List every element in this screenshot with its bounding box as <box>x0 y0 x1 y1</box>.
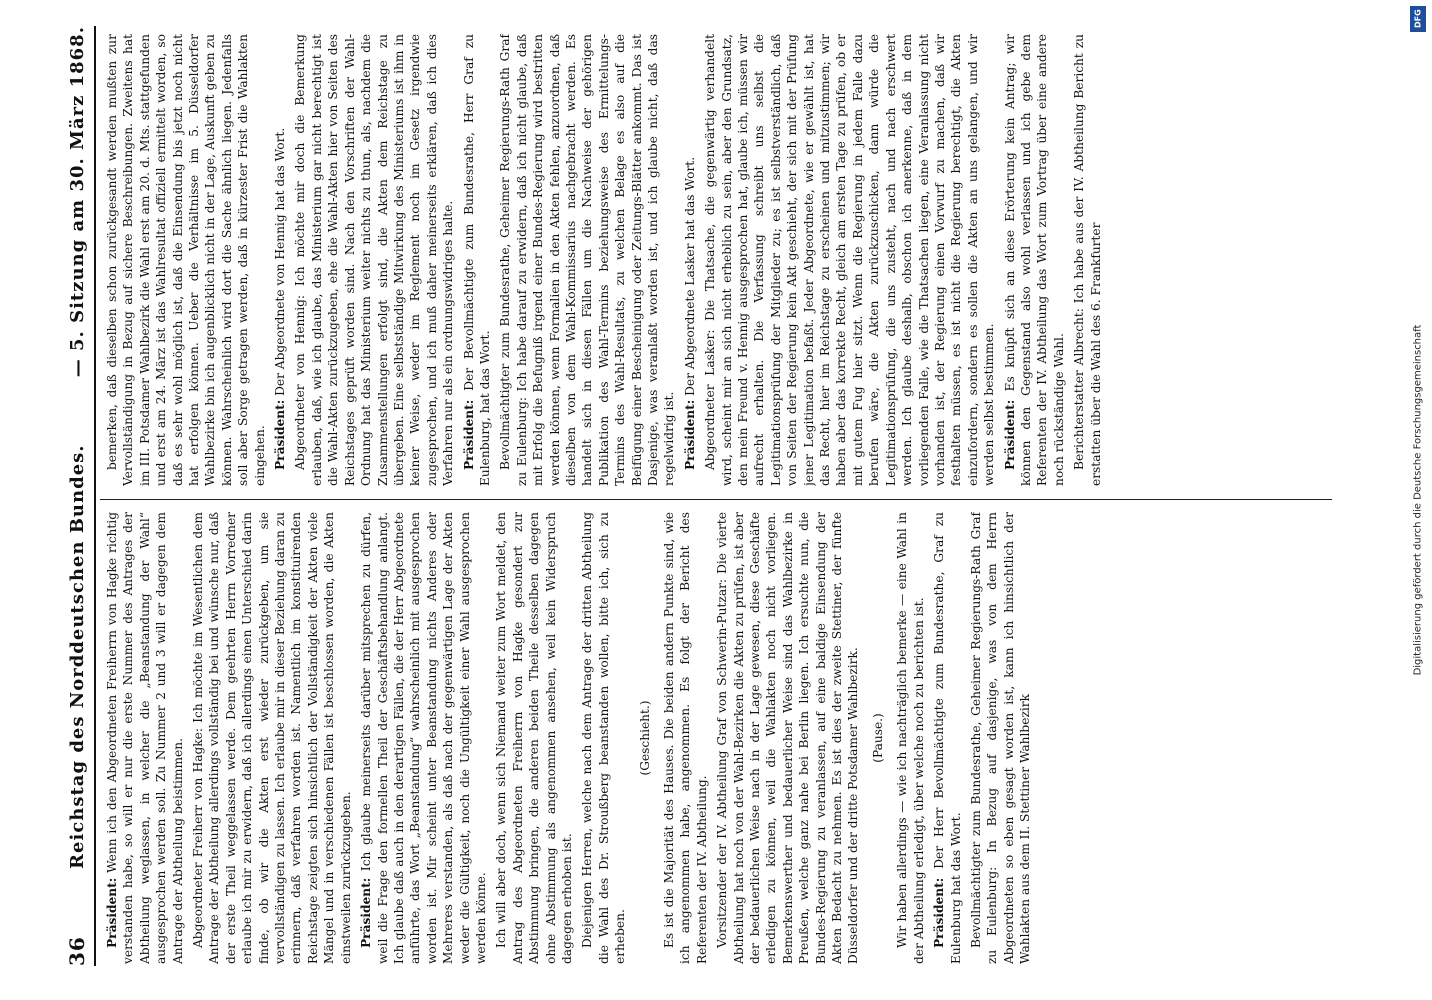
digitization-credit <box>1406 0 1430 1000</box>
speaker-label: Präsident: <box>461 399 476 470</box>
speaker-label: Präsident: <box>1002 399 1017 470</box>
paragraph-text: Der Abgeordnete von Hennig hat das Wort. <box>273 127 288 396</box>
speaker-label: Präsident: <box>359 877 374 948</box>
right-column <box>104 34 1317 486</box>
paragraph-text: (Geschieht.) <box>637 700 652 776</box>
speaker-label: Präsident: <box>932 877 947 948</box>
left-column <box>104 512 1317 964</box>
paragraph <box>661 512 710 964</box>
column-divider <box>100 499 1332 500</box>
speaker-label: Präsident: <box>105 877 119 948</box>
paragraph <box>190 512 354 964</box>
paragraph-text: Ich will aber doch, wenn sich Niemand weiter zum Wort meldet, den Antrag des Abgeordneten Freiherrn von Hagke gesondert zur Abstimmung bringen, die anderen beiden Theile desselben dagegen ohne Abstimmung als angenommen ansehen, weil kein Widerspruch dagegen erhoben ist. <box>494 512 574 964</box>
paragraph-text: Abgeordneter Lasker: Die Thatsache, die gegenwärtig verhandelt wird, scheint mir an sich nicht erheblich zu sein, aber den Grundsatz, den mein Freund v. Hennig ausgesprochen hat, glaube ich, müssen wir aufrecht erhalten. Die Verfassung schreibt uns selbst die Legitimationsprüfung der Mitglieder zu; es ist selbstverständlich, daß von Seiten der Regierung kein Akt geschieht, der sich mit der Prüfung jener Legitimation befaßt. Jeder Abgeordnete, wie er gewählt ist, hat das Recht, hier im Reichstage zu erscheinen und mitzustimmen; wir haben aber das korrekte Recht, gleich am ersten Tage zu prüfen, ob er mit gutem Fug hier sitzt. Wenn die Regierung in jedem Falle dazu berufen wäre, die Akten zurückzuschicken, dann würde die Legitimationsprüfung, die uns zusteht, nach und nach erschwert werden. Ich glaube deshalb, obschon ich anerkenne, daß in dem vorliegenden Falle, wie die Thatsachen liegen, eine Veranlassung nicht vorhanden ist, der Regierung einen Vorwurf zu machen, daß wir festhalten müssen, es ist nicht die Regierung berechtigt, die Akten einzufordern, sondern es sollen die Akten an uns gelangen, und wir werden selbst bestimmen. <box>703 34 997 486</box>
publication-title: Reichstag des Norddeutschen Bundes. <box>66 444 88 869</box>
paragraph <box>579 512 628 964</box>
paragraph-text: Wir haben allerdings — wie ich nachträglich bemerke — eine Wahl in der Abtheilung erledigt, über welche noch zu berichten ist. <box>895 512 926 964</box>
paragraph-text: Es knüpft sich an diese Erörterung kein Antrag; wir können den Gegenstand also wohl verlassen und ich gebe dem Referenten der IV. Abtheilung das Wort zum Vortrag über eine andere noch rückständige Wahl. <box>1002 34 1066 486</box>
paragraph <box>493 512 575 964</box>
paragraph <box>714 512 862 964</box>
paragraph <box>637 512 653 964</box>
paragraph <box>497 34 677 486</box>
paragraph-text: Wenn ich den Abgeordneten Freiherrn von Hagke richtig verstanden habe, so will er nur die erste Nummer des Antrages der Abtheilung weglassen, in welcher die „Beanstandung der Wahl“ ausgesprochen werden soll. Zu Nummer 2 und 3 will er dagegen dem Antrage der Abtheilung beistimmen. <box>105 512 185 964</box>
paragraph-text: Abgeordneter von Hennig: Ich möchte mir doch die Bemerkung erlauben, daß, wie ich glaube, das Ministerium gar nicht berechtigt ist die Wahl-Akten zurückzugeben, ehe die Wahl-Akten hier von Seiten des Reichstages geprüft worden sind. Nach den Vorschriften der Wahl-Ordnung hat das Ministerium weiter nichts zu thun, als, nachdem die Zusammenstellungen erfolgt sind, die Akten dem Reichstage zu übergeben. Eine selbstständige Mitwirkung des Ministeriums ist ihm in keiner Weise, weder im Reglement noch im Gesetz irgendwie zugesprochen, und ich muß daher meinerseits erklären, daß ich dies Verfahren nur als ein ordnungswidriges halte. <box>293 34 456 486</box>
paragraph-text: Ich glaube meinerseits darüber mitsprechen zu dürfen, weil die Frage den formellen Theil der Geschäftsbehandlung anlangt. Ich glaube daß auch in den derartigen Fällen, die der Herr Abgeordnete anführte, das Wort „Beanstandung“ wahrscheinlich mit ausgesprochen worden ist. Mir scheint unter Beanstandung nichts Anderes oder Mehreres verstanden, als daß nach der gegenwärtigen Lage der Akten weder die Gültigkeit, noch die Ungültigkeit einer Wahl ausgesprochen werden könne. <box>359 512 488 964</box>
paragraph <box>358 512 489 964</box>
paragraph-text: Bevollmächtigter zum Bundesrathe, Geheimer Regierungs-Rath Graf zu Eulenburg: Ich habe darauf zu erwidern, daß ich nicht glaube, daß mit Erfolg die Befugniß irgend einer Bundes-Regierung wird bestritten werden können, wenn Formalien in den Akten fehlen, anzuordnen, daß dieselben von dem Wahl-Kommissarius nachgebracht werden. Es handelt sich in diesen Fällen um die Nachweise der gehörigen Publikation des Wahl-Termins beziehungsweise des Ermittelungs-Termins des Wahl-Resultats, zu welchen Belage es also auf die Beifügung einer Bescheinigung oder Zeitungs-Blätter ankommt. Das ist Dasjenige, was veranlaßt worden ist, und ich glaube nicht, daß das regelwidrig ist. <box>498 34 677 486</box>
paragraph-text: Es ist die Majorität des Hauses. Die beiden andern Punkte sind, wie ich angenommen habe, angenommen. Es folgt der Bericht des Referenten der IV. Abtheilung. <box>662 512 709 964</box>
paragraph-text: Bevollmächtigter zum Bundesrathe, Geheimer Regierungs-Rath Graf zu Eulenburg: In Bezug auf dasjenige, was von dem Herrn Abgeordneten so eben gesagt worden ist, kann ich hinsichtlich der Wahlakten aus dem II. Stettiner Wahlbezirk <box>968 512 1033 964</box>
paragraph-text: bemerken, daß dieselben schon zurückgesandt werden mußten zur Vervollständigung in Bezug auf sichere Beschreibungen. Zweitens hat im III. Potsdamer Wahlbezirk die Wahl erst am 20. d. Mts. stattgefunden und erst am 24. März ist das Wahlresultat offiziell ermittelt worden, so daß es sehr wohl möglich ist, daß die Einsendung bis jetzt noch nicht hat erfolgen können. Ueber die Verhältnisse im 5. Düsseldorfer Wahlbezirke bin ich augenblicklich nicht in der Lage, Auskunft geben zu können. Wahrscheinlich wird dort die Sache ähnlich liegen. Jedenfalls soll aber Sorge getragen werden, daß in kürzester Frist die Wahlakten eingehen. <box>105 34 267 486</box>
paragraph-text: Der Abgeordnete Lasker hat das Wort. <box>682 156 697 396</box>
paragraph <box>272 34 288 486</box>
page-number: 36 <box>65 936 89 966</box>
paragraph <box>1071 34 1104 486</box>
paragraph <box>702 34 997 486</box>
dfg-logo: DFG <box>1410 6 1426 32</box>
paragraph <box>870 512 886 964</box>
paragraph <box>461 34 494 486</box>
paragraph <box>1002 34 1068 486</box>
paragraph-text: Der Herr Bevollmächtigte zum Bundesrathe, Graf zu Eulenburg hat das Wort. <box>932 512 963 964</box>
paragraph-text: Berichterstatter Albrecht: Ich habe aus der IV. Abtheilung Bericht zu erstatten über die Wahl des 6. Frankfurter <box>1072 34 1103 486</box>
paragraph-text: Der Bevollmächtigte zum Bundesrathe, Herr Graf zu Eulenburg, hat das Wort. <box>461 34 492 486</box>
paragraph <box>682 34 698 486</box>
paragraph <box>894 512 927 964</box>
paragraph <box>104 512 186 964</box>
speaker-label: Präsident: <box>273 399 288 470</box>
speaker-label: Präsident: <box>682 399 697 470</box>
paragraph <box>292 34 456 486</box>
session-date: — 5. Sitzung am 30. März 1868. <box>66 26 88 378</box>
paragraph-text: Diejenigen Herren, welche nach dem Antrage der dritten Abtheilung die Wahl des Dr. Stroußberg beanstanden wollen, bitte ich, sich zu erheben. <box>580 512 628 964</box>
paragraph <box>968 512 1034 964</box>
paragraph-text: Abgeordneter Freiherr von Hagke: Ich möchte im Wesentlichen dem Antrage der Abtheilung allerdings vollständig bei und wünsche nur, daß der erste Theil weggelassen werde. Dem geehrten Herrn Vorredner erlaube ich mir zu erwidern, daß ich allerdings einen Unterschied darin finde, ob wir die Akten erst wieder zurückgeben, um sie vervollständigen zu lassen. Ich erlaube mir in dieser Beziehung daran zu erinnern, daß verfahren worden ist. Namentlich im konstituirenden Reichstage zeigten sich hinsichtlich der Vollständigkeit der Akten viele Mängel und in verschiedenen Fällen ist beschlossen worden, die Akten einstweilen zurückzugeben. <box>191 512 353 964</box>
page-header <box>60 26 96 966</box>
paragraph-text: (Pause.) <box>870 713 885 763</box>
paragraph <box>931 512 964 964</box>
paragraph <box>104 34 268 486</box>
paragraph-text: Vorsitzender der IV. Abtheilung Graf von Schwerin-Putzar: Die vierte Abtheilung hat noch von der Wahl-Bezirken die Akten zu prüfen, ist aber der bedauerlichen Weise nach in der Lage gewesen, diese Geschäfte erledigen zu können, weil die Wahlakten noch nicht vorliegen. Bemerkenswerther und bedauerlicher Weise sind das Wahlbezirke in Preußen, welche ganz nahe bei Berlin liegen. Ich ersuchte nun, die Bundes-Regierung zu veranlassen, auf eine baldige Einsendung der Akten Bedacht zu nehmen. Es ist dies der zweite Stettiner, der fünfte Düsseldorfer und der dritte Potsdamer Wahlbezirk. <box>715 512 861 964</box>
credit-text: Digitalisierung gefördert durch die Deutsche Forschungsgemeinschaft <box>1412 324 1424 676</box>
